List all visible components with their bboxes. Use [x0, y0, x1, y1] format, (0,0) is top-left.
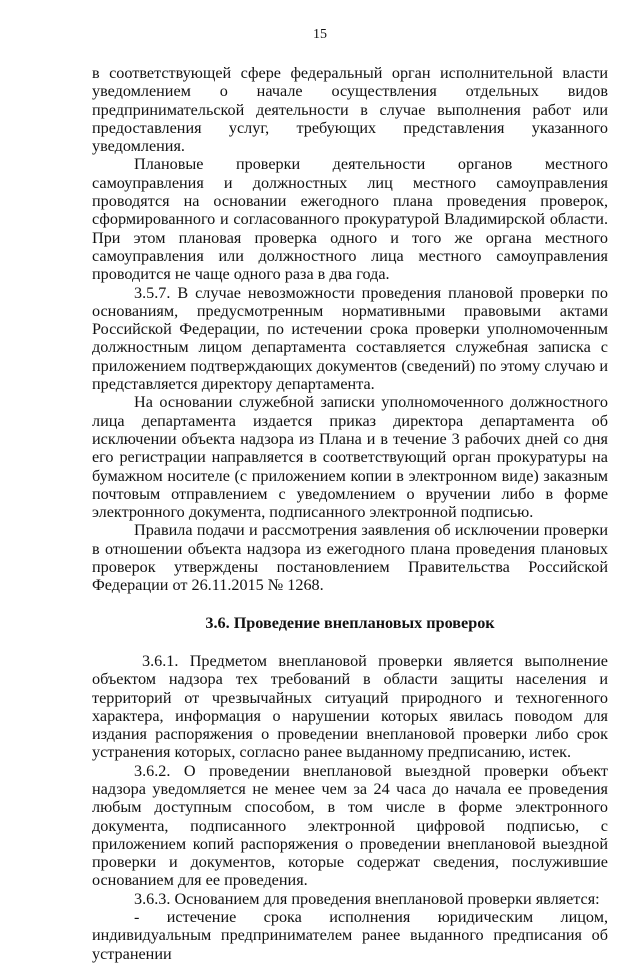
paragraph-3-6-1: 3.6.1. Предметом внеплановой проверки является выполнение объектом надзора тех требований в области защиты населения и территорий от чрезвычайных ситуаций природного и техногенного характера, информация о нарушении которых явилась поводом для издания распоряжения о проведении внеплановой проверки либо срок устранения которых, согласно ранее выданному предписанию, истек.	[92, 651, 608, 762]
page-number: 15	[313, 27, 327, 42]
paragraph-exclusion-rules: Правила подачи и рассмотрения заявления об исключении проверки в отношении объекта надзора из ежегодного плана проведения плановых проверок утверждены постановлением Правительства Российской Федерации от 26.11.2015 № 1268.	[92, 521, 608, 595]
paragraph-scheduled-inspections: Плановые проверки деятельности органов местного самоуправления и должностных лиц местного самоуправления проводятся на основании ежегодного плана проведения проверок, сформированного и согласованного прокуратурой Владимирской области. При этом плановая проверка одного и того же органа местного самоуправления или должностного лица местного самоуправления проводится не чаще одного раза в два года.	[92, 155, 608, 284]
paragraph-continuation: в соответствующей сфере федеральный орган исполнительной власти уведомлением о начале осуществления отдельных видов предпринимательской деятельности в случае выполнения работ или предоставления услуг, требующих представления указанного уведомления.	[92, 64, 608, 156]
document-body	[92, 64, 608, 963]
paragraph-3-6-3: 3.6.3. Основанием для проведения внеплановой проверки является:	[134, 889, 600, 908]
paragraph-3-5-7: 3.5.7. В случае невозможности проведения плановой проверки по основаниям, предусмотренным нормативными правовыми актами Российской Федерации, по истечении срока проверки уполномоченным должностным лицом департамента составляется служебная записка с приложением подтверждающих документов (сведений) по этому случаю и представляется директору департамента.	[92, 283, 608, 394]
section-heading: 3.6. Проведение внеплановых проверок	[205, 613, 495, 632]
paragraph-3-6-2: 3.6.2. О проведении внеплановой выездной проверки объект надзора уведомляется не менее чем за 24 часа до начала ее проведения любым доступным способом, в том числе в форме электронного документа, подписанного электронной цифровой подписью, с приложением копий распоряжения о проведении внеплановой выездной проверки и документов, которые содержат сведения, послужившие основанием для ее проведения.	[92, 761, 608, 890]
list-item-deadline-expiry: - истечение срока исполнения юридическим лицом, индивидуальным предпринимателем ранее выданного предписания об устранении	[92, 908, 608, 963]
paragraph-service-note: На основании служебной записки уполномоченного должностного лица департамента издается приказ директора департамента об исключении объекта надзора из Плана и в течение 3 рабочих дней со дня его регистрации направляется в соответствующий орган прокуратуры на бумажном носителе (с приложением копии в электронном виде) заказным почтовым отправлением с уведомлением о вручении либо в форме электронного документа, подписанного электронной подписью.	[92, 393, 608, 522]
